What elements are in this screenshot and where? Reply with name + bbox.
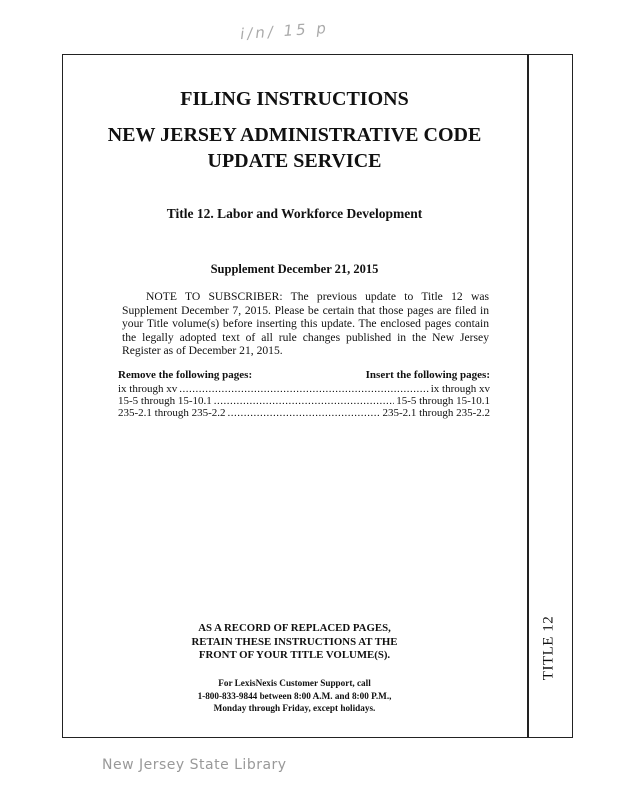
insert-header: Insert the following pages: — [365, 369, 490, 381]
record-instructions — [62, 622, 527, 663]
handwritten-note: i/n/ 15 p — [239, 18, 330, 44]
document-title: FILING INSTRUCTIONS — [180, 88, 409, 110]
remove-header: Remove the following pages: — [118, 369, 253, 381]
pages-table-header — [118, 369, 490, 381]
heading-line-code: NEW JERSEY ADMINISTRATIVE CODE — [107, 124, 482, 146]
title-subtitle: Title 12. Labor and Workforce Development — [166, 206, 423, 221]
record-line: FRONT OF YOUR TITLE VOLUME(S). — [198, 649, 391, 661]
dot-leader — [228, 407, 381, 419]
support-line: Monday through Friday, except holidays. — [213, 703, 376, 713]
tab-label: TITLE 12 — [540, 615, 557, 681]
remove-pages: 235-2.1 through 235-2.2 — [118, 407, 226, 419]
dot-leader — [179, 383, 428, 395]
document-heading — [62, 122, 527, 174]
support-line: 1-800-833-9844 between 8:00 A.M. and 8:00 P.M., — [197, 690, 392, 701]
record-line: AS A RECORD OF REPLACED PAGES, — [198, 622, 391, 634]
remove-pages: 15-5 through 15-10.1 — [118, 395, 212, 407]
table-row — [118, 395, 490, 407]
library-stamp: New Jersey State Library — [102, 757, 287, 773]
support-line: For LexisNexis Customer Support, call — [218, 678, 371, 688]
subscriber-note: NOTE TO SUBSCRIBER: The previous update to Title 12 was Supplement December 7, 2015. Please be certain that those pages are filed in your Title volume(s) before inserting this update. The enclosed pages contain the legally adopted text of all rule changes published in the New Jersey Register as of December 21, 2015. — [122, 290, 489, 357]
insert-pages: ix through xv — [430, 383, 490, 395]
table-row — [118, 407, 490, 419]
record-line: RETAIN THESE INSTRUCTIONS AT THE — [191, 635, 398, 648]
insert-pages: 235-2.1 through 235-2.2 — [382, 407, 490, 419]
table-row — [118, 383, 490, 395]
remove-pages: ix through xv — [118, 383, 178, 395]
heading-line-service: UPDATE SERVICE — [207, 150, 382, 172]
insert-pages: 15-5 through 15-10.1 — [396, 395, 490, 407]
customer-support — [62, 677, 527, 715]
supplement-date: Supplement December 21, 2015 — [210, 262, 379, 276]
pages-table — [118, 383, 490, 419]
dot-leader — [214, 395, 394, 407]
